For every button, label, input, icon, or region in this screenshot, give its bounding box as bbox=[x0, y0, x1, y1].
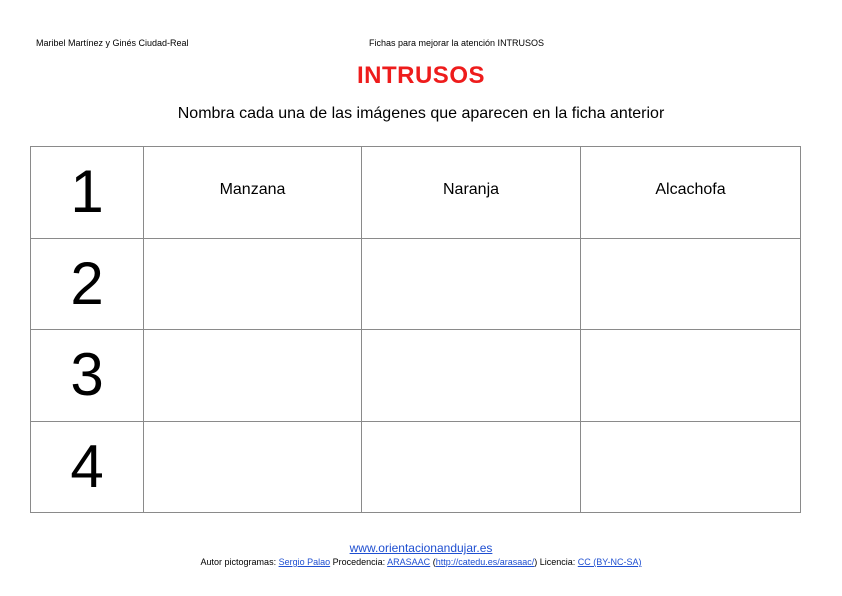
header-worksheet-title: Fichas para mejorar la atención INTRUSOS bbox=[369, 38, 545, 48]
table-row bbox=[31, 421, 801, 513]
answer-cell bbox=[581, 147, 801, 239]
table-row bbox=[31, 147, 801, 239]
table-row bbox=[31, 330, 801, 422]
answer-cell bbox=[581, 330, 801, 422]
instructions: Nombra cada una de las imágenes que aparecen en la ficha anterior bbox=[177, 105, 665, 122]
answer-text: Naranja bbox=[442, 181, 500, 199]
answer-cell bbox=[581, 238, 801, 330]
answer-cell bbox=[362, 421, 581, 513]
answer-cell bbox=[362, 330, 581, 422]
answer-cell bbox=[362, 147, 581, 239]
catedu-link[interactable]: http://catedu.es/arasaac/ bbox=[435, 557, 535, 567]
answer-cell bbox=[581, 421, 801, 513]
answer-cell bbox=[144, 147, 362, 239]
answer-cell bbox=[362, 238, 581, 330]
author-link[interactable]: Sergio Palao bbox=[278, 557, 331, 567]
answer-cell bbox=[144, 330, 362, 422]
paren-close: ) bbox=[534, 557, 538, 567]
credit-source-label: Procedencia: bbox=[330, 557, 388, 567]
footer-credits bbox=[0, 557, 842, 567]
answer-text: Alcachofa bbox=[655, 181, 726, 199]
credit-author-label: Autor pictogramas: bbox=[200, 557, 279, 567]
row-number: 1 bbox=[70, 158, 104, 226]
row-number: 2 bbox=[70, 249, 104, 317]
answer-table bbox=[30, 146, 801, 513]
footer-website bbox=[0, 541, 842, 555]
table-row bbox=[31, 238, 801, 330]
arasaac-link[interactable]: ARASAAC bbox=[387, 557, 431, 567]
answer-text: Manzana bbox=[219, 181, 286, 199]
row-number: 3 bbox=[70, 341, 104, 409]
row-number-cell bbox=[31, 330, 144, 422]
license-link[interactable]: CC (BY-NC-SA) bbox=[577, 557, 642, 567]
row-number: 4 bbox=[70, 432, 104, 500]
credit-license-label: Licencia: bbox=[537, 557, 578, 567]
page-title: INTRUSOS bbox=[356, 62, 485, 89]
row-number-cell bbox=[31, 238, 144, 330]
header-author: Maribel Martínez y Ginés Ciudad-Real bbox=[36, 38, 189, 48]
website-link[interactable]: www.orientacionandujar.es bbox=[349, 541, 493, 555]
answer-cell bbox=[144, 421, 362, 513]
paren-open: ( bbox=[430, 557, 436, 567]
row-number-cell bbox=[31, 147, 144, 239]
row-number-cell bbox=[31, 421, 144, 513]
answer-cell bbox=[144, 238, 362, 330]
